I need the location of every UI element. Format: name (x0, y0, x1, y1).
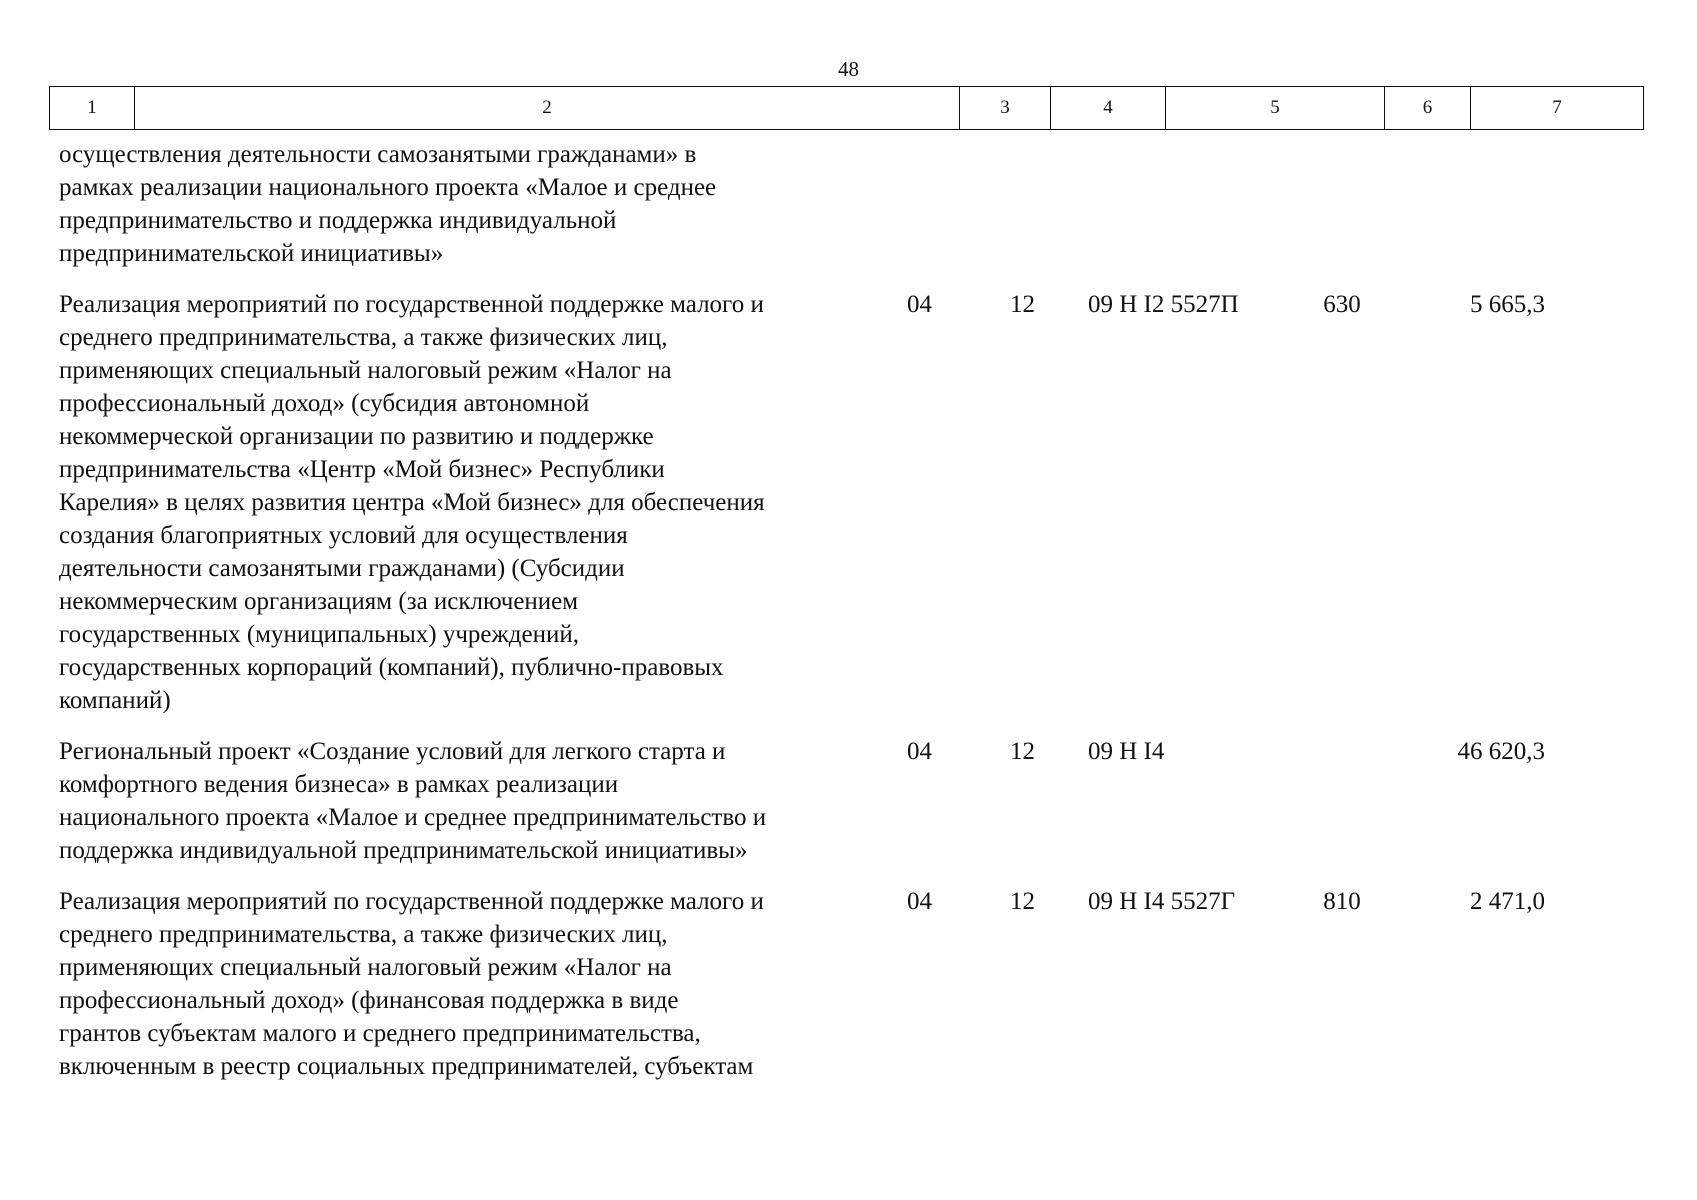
description-line: Региональный проект «Создание условий для легкого старта и (59, 738, 726, 765)
description-line: создания благоприятных условий для осуществления (59, 522, 628, 549)
description-line: предпринимательства «Центр «Мой бизнес» Республики (59, 456, 665, 483)
target-article-code: 09 Н I4 5527Г (1088, 888, 1236, 915)
row-description (0, 288, 874, 717)
description-line: предпринимательство и поддержка индивидуальной (59, 207, 617, 234)
budget-rows (49, 138, 1643, 1101)
description-line: профессиональный доход» (субсидия автономной (59, 390, 590, 417)
amount-value: 46 620,3 (1457, 738, 1545, 765)
target-article-code: 09 Н I2 5527П (1088, 291, 1239, 318)
description-line: рамках реализации национального проекта «Малое и среднее (59, 174, 717, 201)
description-line: деятельности самозанятыми гражданами) (Субсидии (59, 555, 625, 582)
page-number: 48 (838, 57, 859, 81)
amount-value: 2 471,0 (1470, 888, 1545, 915)
description-line: национального проекта «Малое и среднее предпринимательство и (59, 804, 767, 831)
table-row (49, 138, 1643, 270)
row-description (0, 885, 874, 1083)
description-line: государственных корпораций (компаний), публично-правовых (59, 654, 724, 681)
description-line: некоммерческим организациям (за исключением (59, 588, 579, 615)
description-line: государственных (муниципальных) учреждений, (59, 621, 579, 648)
row-description (0, 138, 874, 270)
description-line: Карелия» в целях развития центра «Мой бизнес» для обеспечения (59, 489, 765, 516)
header-col-3: 3 (960, 87, 1051, 130)
expense-type-code: 810 (1323, 888, 1361, 915)
section-code (874, 138, 965, 270)
subsection-code: 12 (1010, 738, 1035, 765)
description-line: профессиональный доход» (финансовая поддержка в виде (59, 987, 679, 1014)
description-line: поддержка индивидуальной предпринимательской инициативы» (59, 837, 748, 864)
header-col-7: 7 (1471, 87, 1644, 130)
subsection-code (965, 138, 1080, 270)
section-code: 04 (907, 888, 932, 915)
header-col-4: 4 (1051, 87, 1166, 130)
column-number-header (49, 86, 1644, 130)
header-col-2: 2 (135, 87, 960, 130)
expense-type-code (1299, 138, 1385, 270)
description-line: Реализация мероприятий по государственной поддержке малого и (59, 888, 764, 915)
description-line: применяющих специальный налоговый режим «Налог на (59, 357, 672, 384)
table-row (49, 885, 1643, 1083)
description-line: предпринимательской инициативы» (59, 240, 444, 267)
description-line: некоммерческой организации по развитию и поддержке (59, 423, 654, 450)
description-line: среднего предпринимательства, а также физических лиц, (59, 921, 668, 948)
expense-type-code: 630 (1323, 291, 1361, 318)
description-line: осуществления деятельности самозанятыми гражданами» в (59, 141, 697, 168)
description-line: Реализация мероприятий по государственной поддержке малого и (59, 291, 764, 318)
description-line: компаний) (59, 687, 171, 714)
expense-type-code (1299, 735, 1385, 867)
header-col-6: 6 (1385, 87, 1471, 130)
description-line: применяющих специальный налоговый режим «Налог на (59, 954, 672, 981)
description-line: включенным в реестр социальных предпринимателей, субъектам (59, 1053, 754, 1080)
amount-value: 5 665,3 (1470, 291, 1545, 318)
description-line: среднего предпринимательства, а также физических лиц, (59, 324, 668, 351)
header-col-5: 5 (1166, 87, 1385, 130)
subsection-code: 12 (1010, 888, 1035, 915)
section-code: 04 (907, 291, 932, 318)
target-article-code: 09 Н I4 (1088, 738, 1165, 765)
table-row (49, 735, 1643, 867)
table-row (49, 288, 1643, 717)
description-line: комфортного ведения бизнеса» в рамках реализации (59, 771, 619, 798)
amount-value (1385, 138, 1553, 270)
target-article-code (1080, 138, 1299, 270)
description-line: грантов субъектам малого и среднего предпринимательства, (59, 1020, 701, 1047)
header-col-1: 1 (50, 87, 135, 130)
row-description (0, 735, 874, 867)
section-code: 04 (907, 738, 932, 765)
subsection-code: 12 (1010, 291, 1035, 318)
